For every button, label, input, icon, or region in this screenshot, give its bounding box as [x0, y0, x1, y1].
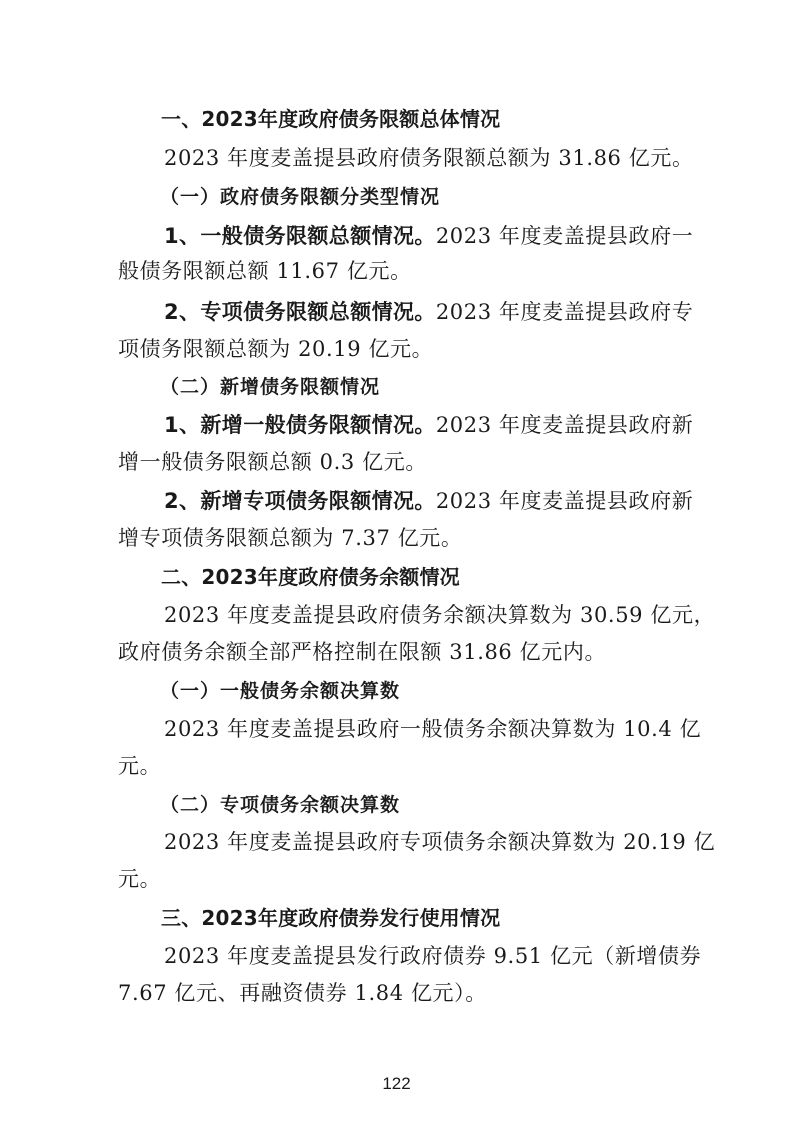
section1-sub1-item1-line2: 般债务限额总额 11.67 亿元。	[118, 259, 412, 283]
section1-sub1-item2-line2: 项债务限额总额为 20.19 亿元。	[118, 337, 434, 361]
section2-line2: 政府债务余额全部严格控制在限额 31.86 亿元内。	[118, 640, 607, 664]
section1-sub1-item2-line1	[164, 297, 694, 327]
section2-sub1-line1: 2023 年度麦盖提县政府一般债务余额决算数为 10.4 亿	[164, 717, 702, 741]
item-text: 2023 年度麦盖提县政府新	[435, 413, 694, 437]
section2-heading: 二、2023年度政府债务余额情况	[161, 565, 460, 589]
section3-line2: 7.67 亿元、再融资债券 1.84 亿元）。	[118, 981, 487, 1005]
item-text: 2023 年度麦盖提县政府新	[435, 489, 694, 513]
section1-paragraph: 2023 年度麦盖提县政府债务限额总额为 31.86 亿元。	[164, 146, 694, 170]
section1-heading: 一、2023年度政府债务限额总体情况	[161, 107, 501, 131]
section1-sub2-item1-line2: 增一般债务限额总额 0.3 亿元。	[118, 450, 427, 474]
section1-sub2-item2-line1	[164, 486, 694, 516]
item-title: 2、专项债务限额总额情况。	[164, 300, 436, 324]
section1-sub2-heading: （二）新增债务限额情况	[160, 376, 381, 398]
item-title: 1、一般债务限额总额情况。	[164, 224, 436, 248]
item-text: 2023 年度麦盖提县政府一	[435, 224, 694, 248]
section3-line1: 2023 年度麦盖提县发行政府债券 9.51 亿元（新增债券	[164, 944, 702, 968]
page-number: 122	[382, 1074, 411, 1093]
section2-sub1-heading: （一）一般债务余额决算数	[160, 680, 401, 702]
item-text: 2023 年度麦盖提县政府专	[435, 300, 694, 324]
section2-sub2-line1: 2023 年度麦盖提县政府专项债务余额决算数为 20.19 亿	[164, 830, 716, 854]
section3-heading: 三、2023年度政府债券发行使用情况	[161, 906, 501, 930]
section1-sub2-item1-line1	[164, 410, 694, 440]
item-title: 1、新增一般债务限额情况。	[164, 413, 436, 437]
section1-sub2-item2-line2: 增专项债务限额总额为 7.37 亿元。	[118, 526, 463, 550]
section1-sub1-heading: （一）政府债务限额分类型情况	[160, 186, 441, 208]
item-title: 2、新增专项债务限额情况。	[164, 489, 436, 513]
section2-line1: 2023 年度麦盖提县政府债务余额决算数为 30.59 亿元，	[164, 603, 716, 627]
section2-sub2-heading: （二）专项债务余额决算数	[160, 794, 401, 816]
section2-sub2-line2: 元。	[118, 867, 162, 891]
section1-sub1-item1-line1	[164, 221, 694, 251]
section2-sub1-line2: 元。	[118, 754, 162, 778]
